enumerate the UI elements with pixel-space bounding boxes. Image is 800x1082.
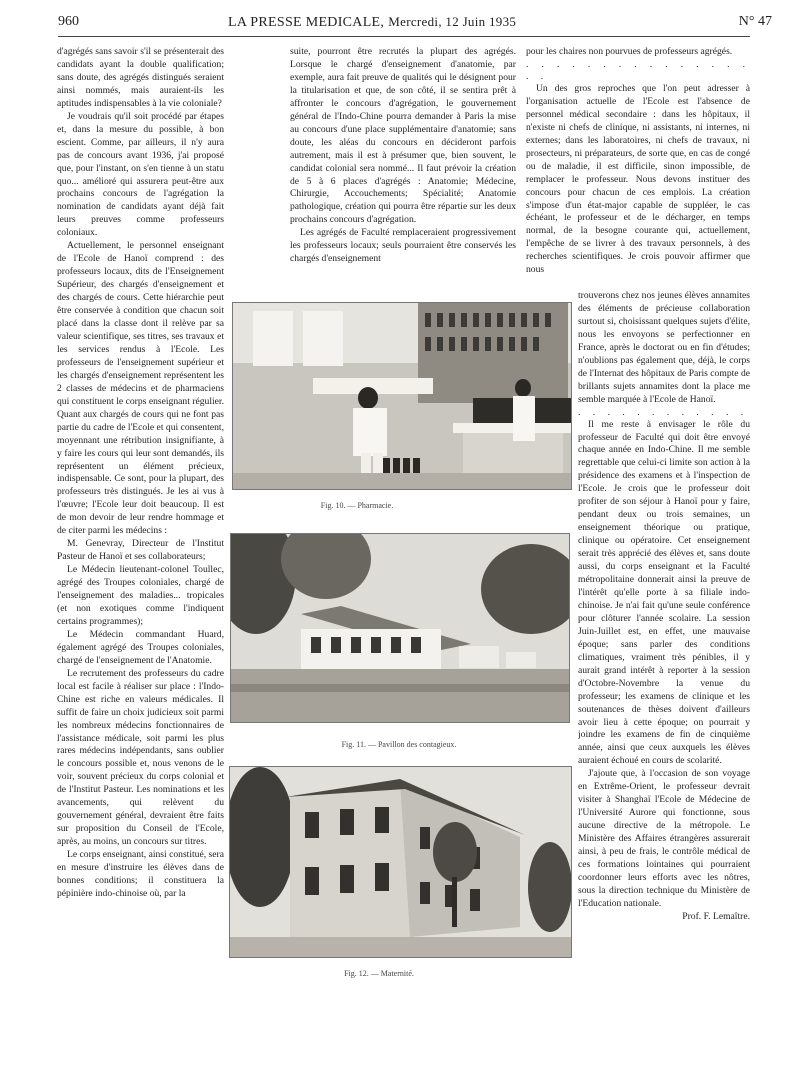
issue-date: Mercredi, 12 Juin 1935 xyxy=(388,14,517,29)
section-separator: . . . . . . . . . . . . . . . . . xyxy=(526,58,750,82)
text-column-1 xyxy=(57,46,224,1056)
figure-pharmacy-caption: Fig. 10. — Pharmacie. xyxy=(320,501,394,510)
paragraph: J'ajoute que, à l'occasion de son voyage en Extrême-Orient, le professeur devrait visiter à Shanghaï l'Ecole de Médecine de l'Université Aurore qui fonctionne, sous aucune directive de la métropole. Le Ministère des Affaires étrangères assurerait ainsi, à peu de frais, le contrôle médical de ces formations lointaines qui pourraient coordonner leurs efforts avec les nôtres, sous la direction technique du Ministère de l'Education nationale. xyxy=(578,768,750,909)
issue-number: N° 47 xyxy=(738,14,772,29)
paragraph: Les agrégés de Faculté remplaceraient progressivement les professeurs locaux; seuls pourraient être conservés les chargés d'enseignement xyxy=(290,227,516,265)
header-rule xyxy=(58,36,750,37)
journal-name: LA PRESSE MEDICALE, xyxy=(228,15,385,30)
figure-maternity-caption: Fig. 12. — Maternité. xyxy=(344,969,414,978)
paragraph: suite, pourront être recrutés la plupart des agrégés. Lorsque le chargé d'enseignement d'anatomie, par exemple, aura fait preuve de qualités qui le désignent pour la titularisation et que, de son côté, il se sentira prêt à affronter le concours d'agrégation, le gouvernement général de l'Indo-Chine pourra demander à Paris la mise au concours d'une place supplémentaire d'anatomie; sans doute, les aléas du concours en décideront parfois autrement, mais il est à présumer que, bien souvent, le candidat colonial sera nommé... Il faut prévoir la création de 5 à 6 places d'agrégés : Anatomie; Médecine, Chirurgie, Accouchements; Spécialité; Anatomie pathologique, création qui pourra être répartie sur les deux prochains concours d'agrégation. xyxy=(290,46,516,226)
paragraph: Je voudrais qu'il soit procédé par étapes et, dans la mesure du possible, à bon escient. Comme, par ailleurs, il n'y aura pas de concours avant 1936, j'ai proposé que, pour l'instant, on s'en tienne à un statu quo... amélioré qui assurera peut-être aux prochains concours de l'agrégation la nomination de candidats ayant déjà fait leurs preuves comme professeurs coloniaux. xyxy=(57,110,224,239)
text-column-3-bottom xyxy=(578,290,750,1058)
paragraph: trouverons chez nos jeunes élèves annamites des éléments de précieuse collaboration surtout si, choisissant quelques sujets d'élite, nous les envoyons se perfectionner en France, après le doctorat ou en fin d'études; n'oublions pas également que, déjà, le corps de l'Internat des hôpitaux de Paris compte de brillants sujets annamites dont la place me semble marquée à l'Ecole de Hanoï. xyxy=(578,290,750,405)
paragraph: Le Médecin commandant Huard, également agrégé des Troupes coloniales, chargé de l'enseignement de l'Anatomie. xyxy=(57,628,224,666)
text-column-2 xyxy=(290,46,516,298)
figure-contagious-pavilion-photo xyxy=(230,533,570,723)
paragraph: Un des gros reproches que l'on peut adresser à l'organisation actuelle de l'Ecole est l'absence de personnel médical secondaire : dans les hôpitaux, il n'existe ni chefs de clinique, ni assistants, ni internes, ni externes; dans les laboratoires, ni chefs de travaux, ni prosecteurs, ni préparateurs, de sorte que, en cas de congé ou de maladie, il est difficile, sinon impossible, de remplacer le professeur. Nous devons instituer des concours pour chacun de ces emplois. La création s'impose d'un état-major capable de suppléer, le cas échéant, le professeur et de le décharger, en temps normal, de la besogne courante qui, actuellement, l'empêche de se livrer à des travaux personnels, à des recherches scientifiques. Je crois pouvoir affirmer que nous xyxy=(526,82,750,276)
paragraph: Le recrutement des professeurs du cadre local est facile à réaliser sur place : l'Indo-Chine est riche en valeurs médicales. Il suffit de faire un choix judicieux soit parmi les nombreux médecins fonctionnaires de l'assistance médicale, soit parmi les plus rares médecins indépendants, sans oublier le concours possible et, nous venons de le voir, souvent précieux du corps colonial et de l'Institut Pasteur. Les nominations et les avancements, qui relèvent du gouvernement général, devraient être faits sur proposition du Conseil de l'Ecole, après, au moins, un concours sur titres. xyxy=(57,667,224,848)
paragraph: Actuellement, le personnel enseignant de l'Ecole de Hanoï comprend : des professeurs locaux, dits de l'Enseignement Supérieur, des chargés d'enseignement et des chargés de cours. Cette hiérarchie peut être conservée à condition que chacun soit placé dans la classe dont il relève par sa valeur scientifique, ses titres, ses travaux et les services rendus à l'Ecole. Les professeurs de l'enseignement supérieur et les chargés d'enseignement représentent les 2 classes de médecins et de pharmaciens qui constituent le corps enseignant régulier. Quant aux chargés de cours qui ne font pas partie du cadre de l'Ecole et qui consentent, moyennant une rétribution insignifiante, à y faire les cours qui leur sont demandés, ils représentent un élément précieux, indispensable. Ce sont, pour la plupart, des professeurs très distingués. Je les ai vus à l'œuvre; l'Ecole leur doit beaucoup. Il est de mon devoir de leur rendre hommage et de citer parmi les médecins : xyxy=(57,240,224,537)
paragraph: d'agrégés sans savoir s'il se présenterait des candidats ayant la double qualification; sans doute, des agrégés distingués seraient ainsi nommés, mais auraient-ils les aptitudes indispensables à la vie coloniale? xyxy=(57,46,224,109)
paragraph: pour les chaires non pourvues de professeurs agrégés. xyxy=(526,46,733,57)
paragraph: Le corps enseignant, ainsi constitué, sera en mesure d'instruire les élèves dans de bonnes conditions; il constituera la pépinière indo-chinoise où, par la xyxy=(57,849,224,899)
section-separator: . . . . . . . . . . . . xyxy=(578,406,749,418)
figure-pharmacy-photo xyxy=(232,302,572,490)
author-signature: Prof. F. Lemaître. xyxy=(682,910,750,922)
paragraph: Le Médecin lieutenant-colonel Toullec, agrégé des Troupes coloniales, chargé de l'enseignement des maladies... tropicales (et non exotiques comme l'indiquent certains programmes); xyxy=(57,564,224,627)
page-number: 960 xyxy=(58,14,79,29)
text-column-3-top xyxy=(526,46,750,290)
figure-contagious-pavilion-caption: Fig. 11. — Pavillon des contagieux. xyxy=(341,740,457,749)
journal-title xyxy=(228,14,516,31)
paragraph: Il me reste à envisager le rôle du professeur de Faculté qui doit être envoyé chaque année en Indo-Chine. Il me semble regrettable que celui-ci limite son action à la présidence des examens et à l'inspection de l'Ecole. Je crois que le professeur doit profiter de son séjour à Hanoï pour y faire, pendant deux ou trois semaines, un enseignement théorique ou pratique, clinique ou opératoire. Cet enseignement serait très apprécié des élèves et, sans doute aussi, du corps enseignant et la Faculté métropolitaine donnerait ainsi la preuve de l'intérêt qu'elle porte à sa filiale indo-chinoise. Je n'ai fait qu'une seule conférence pour clôturer l'année scolaire. La session Juin-Juillet est, en effet, une mauvaise époque; sans parler des conditions climatiques, vraiment très pénibles, il y aurait grand intérêt à reporter à la session d'Octobre-Novembre la venue du professeur; les examens de clinique et les soutenances de thèses doivent d'ailleurs avoir lieu à cette époque; on pourrait y joindre les examens de fin de cinquième année, ainsi que ceux auxquels les élèves auraient échoué en cours de scolarité. xyxy=(578,418,750,767)
figure-maternity-photo xyxy=(229,766,572,958)
paragraph: M. Genevray, Directeur de l'Institut Pasteur de Hanoï et ses collaborateurs; xyxy=(57,538,224,563)
